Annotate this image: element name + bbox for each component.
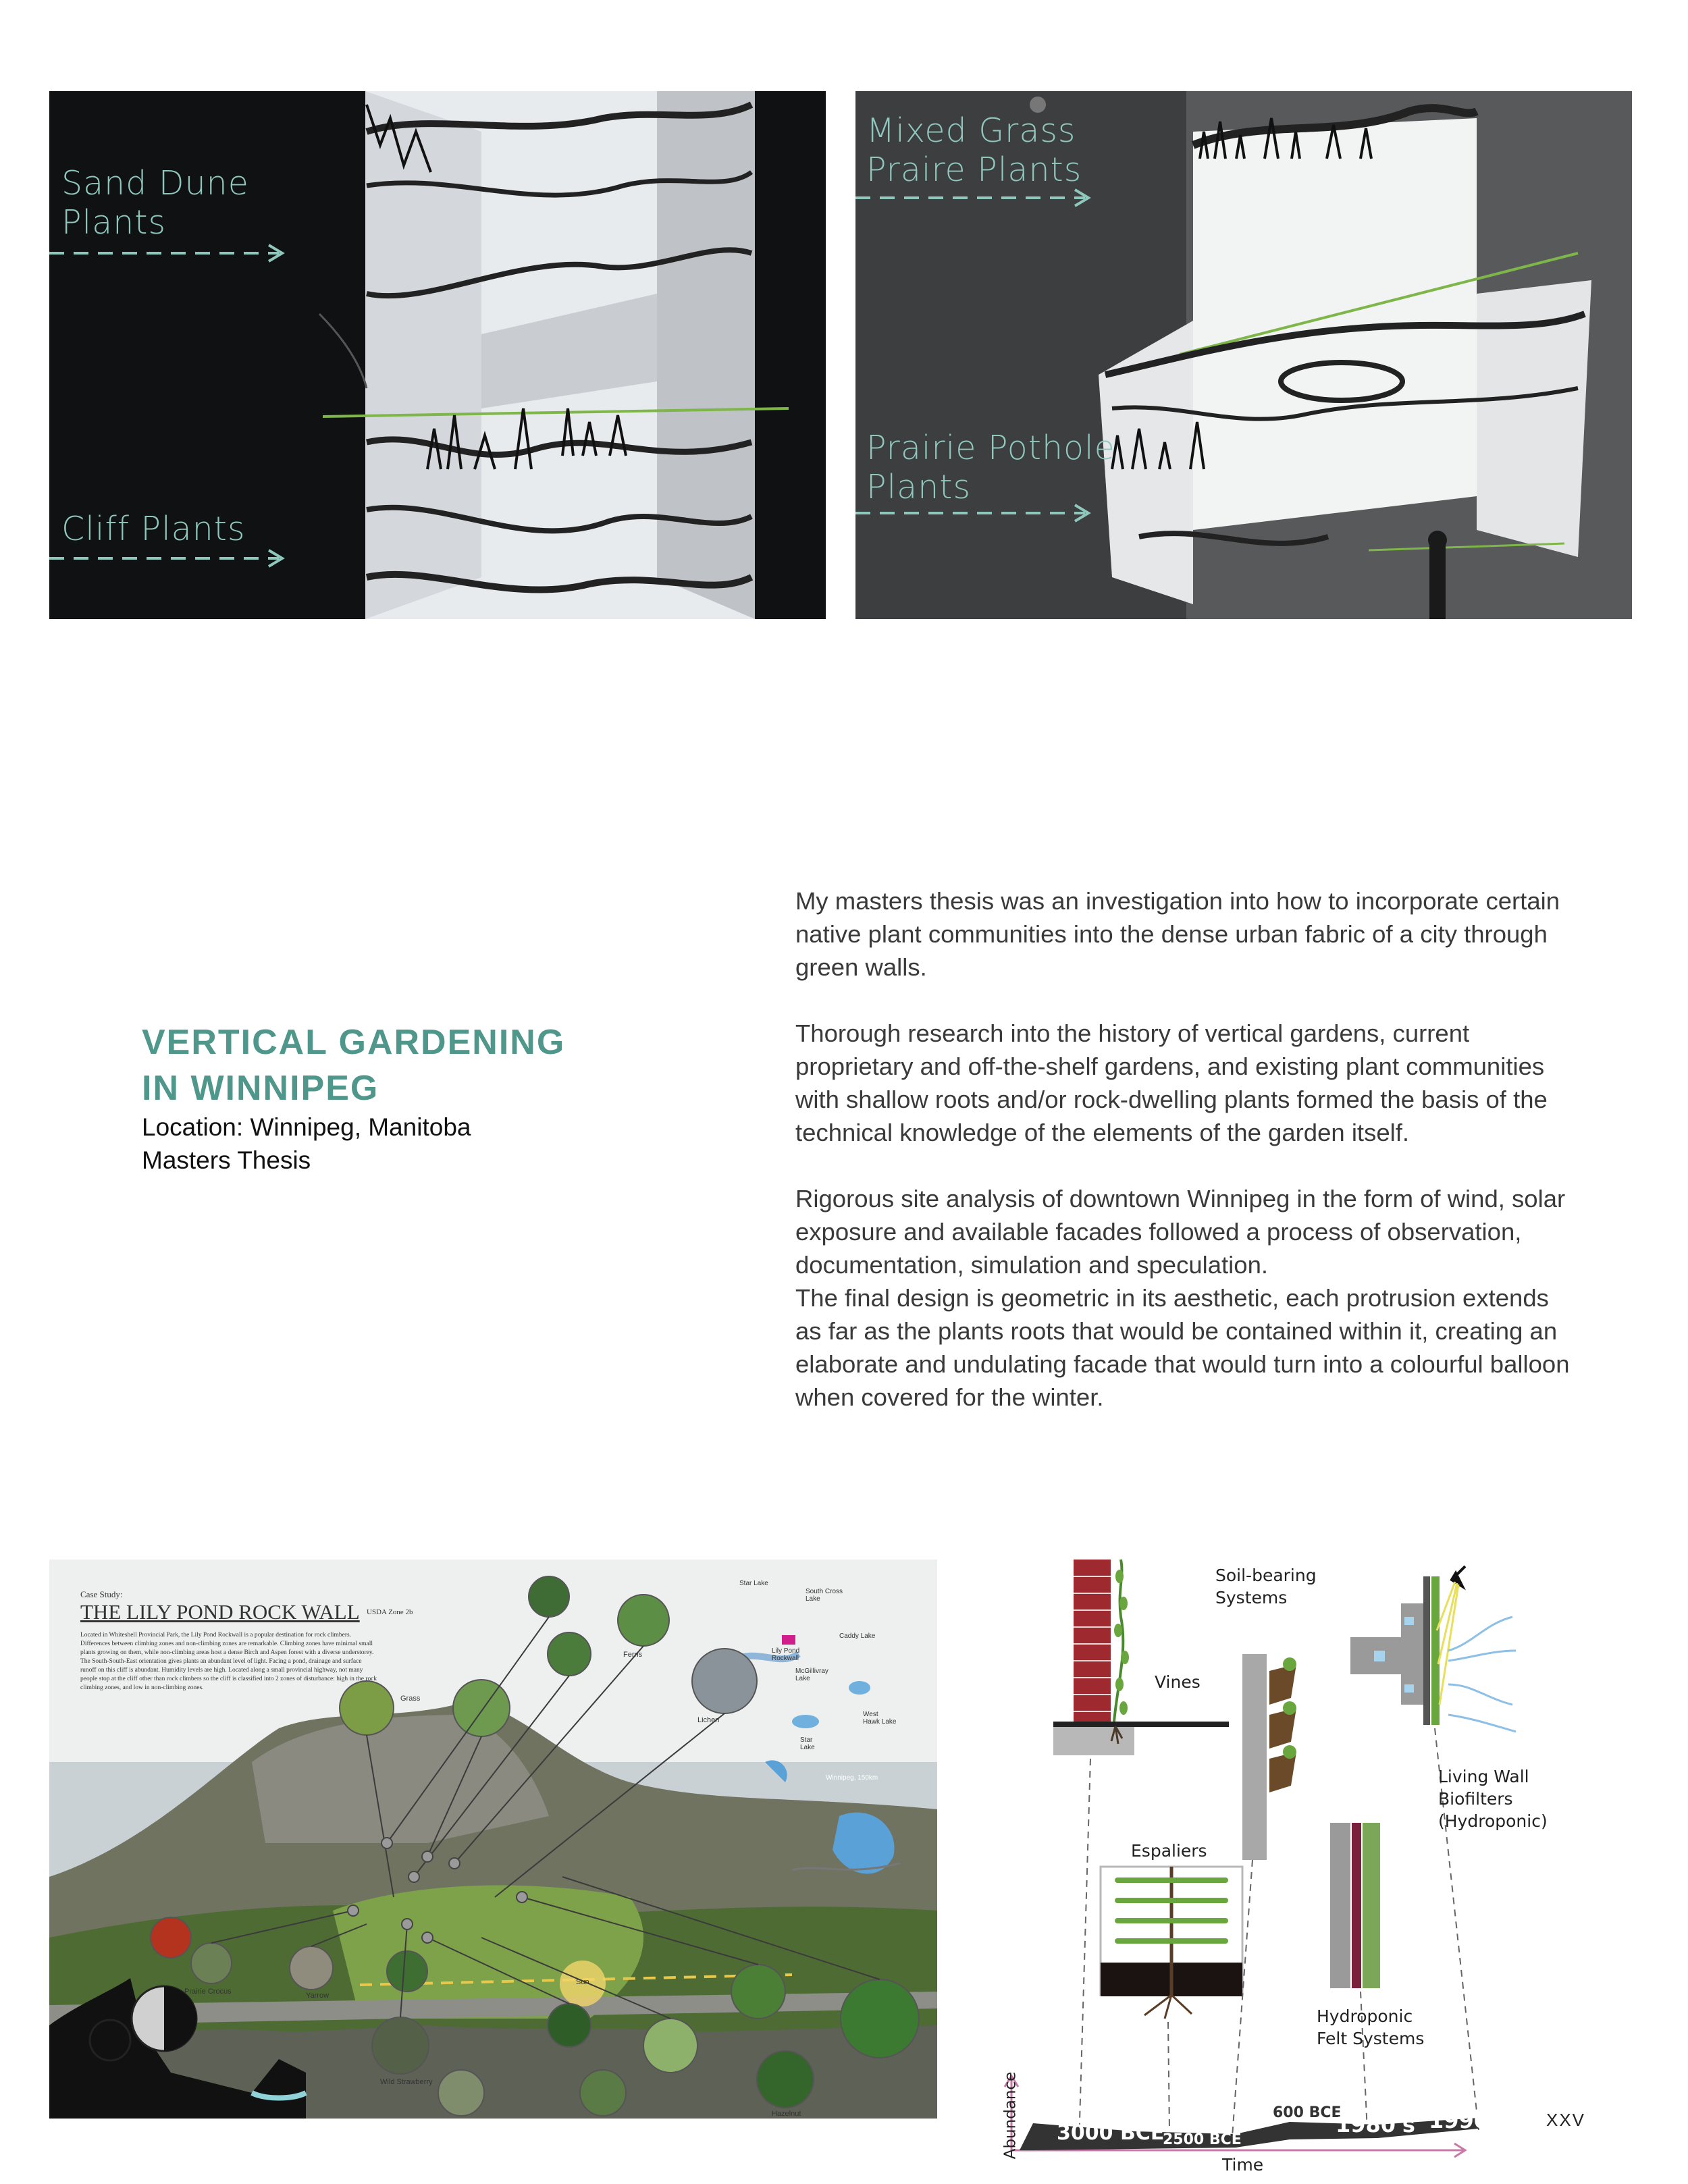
- case-study-body: Located in Whiteshell Provincial Park, the Lily Pond Rockwall is a popular destination for rock climbers. Differences between climbing zones and non-climbing zones are remarkable. Climbing zones have minimal small plants growing on them, while non-climbing areas host a dense Birch and Aspen forest with a diverse understorey. The South-South-East orientation gives plants an abundant level of light. Facing a pond, drainage and surface runoff on this cliff is abundant. Humidity levels are high. Located along a small provincial highway, not many people stop at the cliff other than rock climbers so the cliff is classified into 2 zones of disturbance: high in the rock climbing zones, and low in non-climbing zones.: [80, 1632, 377, 1691]
- map-label-caddy: Caddy Lake: [839, 1632, 876, 1640]
- living-wall-line-3: (Hydroponic): [1438, 1811, 1548, 1831]
- map-label-winnipeg: Winnipeg, 150km: [826, 1774, 878, 1782]
- mixed-grass-label: [866, 111, 1082, 190]
- timeline-600bce: 600 BCE: [1273, 2104, 1342, 2121]
- map-label-lily-pond: Lily Pond Rockwall: [772, 1647, 800, 1662]
- vines-label: Vines: [1155, 1672, 1201, 1692]
- soil-bearing-line-1: Soil-bearing: [1215, 1566, 1317, 1585]
- sand-dune-line-1: Sand Dune: [61, 164, 249, 203]
- mixed-grass-line-1: Mixed Grass: [866, 111, 1076, 150]
- description-paragraph-4: The final design is geometric in its aesthetic, each protrusion extends as far as the plants roots that would be contained within it, creating an elaborate and undulating facade that would turn into a colourful balloon when covered for the winter.: [795, 1284, 1570, 1411]
- sand-dune-cliff-panel: [49, 91, 826, 619]
- description-paragraph-1: My masters thesis was an investigation into how to incorporate certain native plant communities into the dense urban fabric of a city through green walls.: [795, 887, 1560, 981]
- timeline-3000bce: 3000 BCE: [1057, 2121, 1165, 2145]
- map-label-star-lake: Star Lake: [739, 1580, 768, 1587]
- plant-label-sun: Sun: [576, 1978, 589, 1986]
- lily-pond-case-study-board: [49, 1560, 937, 2119]
- timeline-2500bce: 2500 BCE: [1163, 2131, 1242, 2148]
- case-study-zone: USDA Zone 2b: [367, 1608, 413, 1616]
- plant-label-lichen: Lichen: [697, 1716, 720, 1724]
- pothole-line-2: Plants: [866, 468, 971, 506]
- case-study-title: THE LILY POND ROCK WALL: [80, 1600, 360, 1624]
- living-wall-line-2: Biofilters: [1438, 1789, 1513, 1809]
- hydroponic-line-2: Felt Systems: [1317, 2029, 1425, 2048]
- soil-bearing-label: [1215, 1564, 1317, 1609]
- soil-bearing-line-2: Systems: [1215, 1588, 1288, 1607]
- map-label-star-lake-2: Star Lake: [800, 1736, 815, 1751]
- case-study-kicker: Case Study:: [80, 1589, 123, 1599]
- prairie-pothole-label: [866, 429, 1115, 507]
- plant-label-hazelnut: Hazelnut: [772, 2110, 801, 2118]
- sand-dune-line-2: Plants: [61, 203, 166, 242]
- timeline-1980s: 1980's: [1336, 2112, 1415, 2137]
- project-title: [142, 1019, 614, 1111]
- hydroponic-felt-label: [1317, 2005, 1424, 2050]
- living-wall-label: [1438, 1765, 1548, 1832]
- hydroponic-line-1: Hydroponic: [1317, 2006, 1413, 2026]
- x-axis-label: Time: [1222, 2155, 1264, 2175]
- cliff-plants-label: Cliff Plants: [61, 510, 246, 548]
- pothole-line-1: Prairie Pothole: [866, 429, 1115, 467]
- timeline-1990s: 1990's: [1429, 2108, 1508, 2133]
- project-type: Masters Thesis: [142, 1146, 311, 1174]
- description-paragraph-2: Thorough research into the history of vertical gardens, current proprietary and off-the-shelf gardens, and existing plant communities with shallow roots and/or rock-dwelling plants formed the basis of the technical knowledge of the elements of the garden itself.: [795, 1019, 1548, 1146]
- title-line-2: IN WINNIPEG: [142, 1069, 379, 1108]
- y-axis-label: Abundance: [1001, 2071, 1020, 2160]
- page-number: XXV: [1546, 2110, 1586, 2130]
- map-label-west-hawk: West Hawk Lake: [863, 1711, 897, 1726]
- plant-label-ferns: Ferns: [623, 1651, 643, 1659]
- plant-label-prairie-crocus: Prairie Crocus: [184, 1988, 232, 1996]
- living-wall-line-1: Living Wall: [1438, 1767, 1529, 1786]
- sand-dune-plants-label: [61, 164, 249, 242]
- map-label-south-cross: South Cross Lake: [806, 1588, 843, 1603]
- green-wall-history-diagram: [999, 1549, 1641, 2177]
- title-line-1: VERTICAL GARDENING: [142, 1023, 566, 1062]
- project-description: [795, 884, 1579, 1414]
- project-location: Location: Winnipeg, Manitoba: [142, 1113, 471, 1141]
- espaliers-label: Espaliers: [1131, 1841, 1207, 1861]
- plant-label-wild-strawberry: Wild Strawberry: [380, 2078, 433, 2086]
- map-label-mcgillivray: McGillivray Lake: [795, 1668, 828, 1682]
- plant-label-grass: Grass: [400, 1695, 421, 1703]
- description-paragraph-3: Rigorous site analysis of downtown Winnipeg in the form of wind, solar exposure and available facades followed a process of observation, documentation, simulation and speculation.: [795, 1185, 1566, 1279]
- mixed-grass-line-2: Praire Plants: [866, 151, 1082, 189]
- prairie-plants-panel: [855, 91, 1632, 619]
- plant-label-yarrow: Yarrow: [306, 1992, 329, 2000]
- green-wall-systems-illustration: [999, 1549, 1641, 2177]
